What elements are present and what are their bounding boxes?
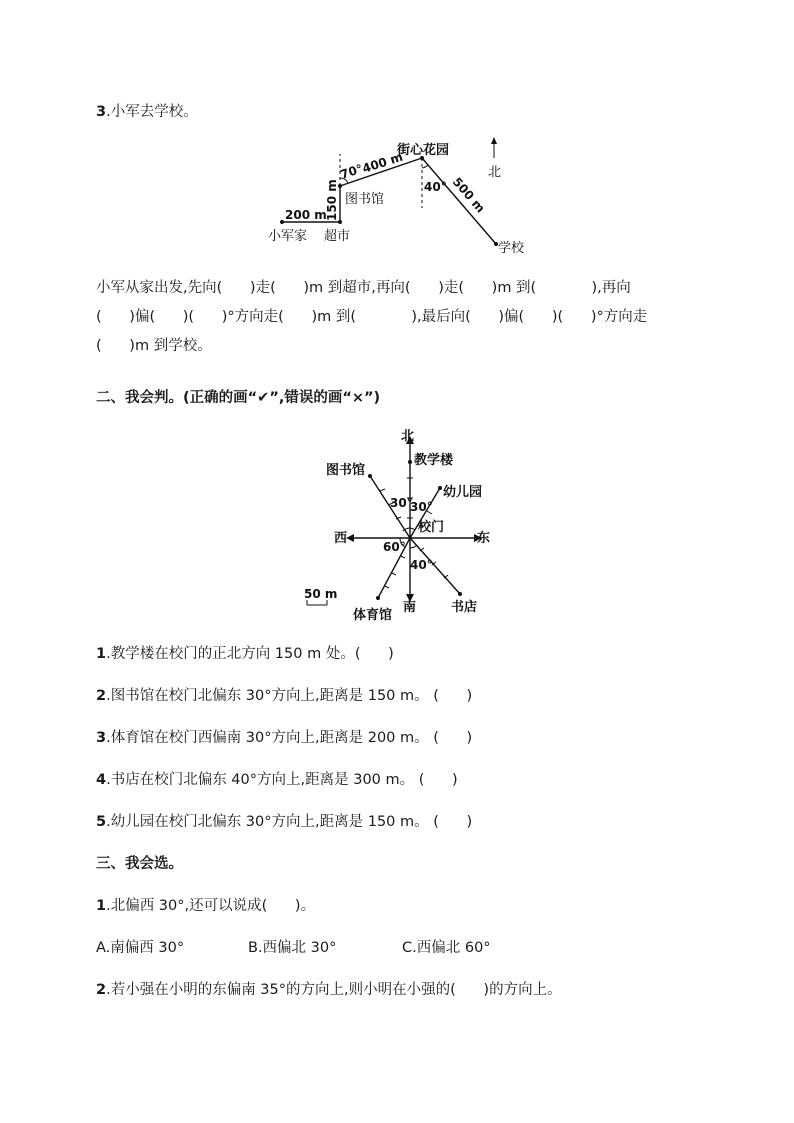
q3-fill-line-2: ( )偏( )( )°方向走( )m 到( ),最后向( )偏( )( )°方向走 xyxy=(96,309,648,325)
compass-north-label: 北 xyxy=(401,429,415,444)
compass-angle-60: 60° xyxy=(383,540,406,554)
choice-item-2: 2.若小强在小明的东偏南 35°的方向上,则小明在小强的( )的方向上。 xyxy=(96,982,562,998)
route-angle-70: 70° xyxy=(338,161,365,182)
route-supermarket-label: 超市 xyxy=(324,229,351,244)
q3-title: 3.小军去学校。 xyxy=(96,104,198,120)
route-north-label: 北 xyxy=(488,165,502,180)
compass-east-label: 东 xyxy=(477,531,491,546)
route-home-label: 小军家 xyxy=(268,229,308,244)
compass-library-label: 图书馆 xyxy=(326,463,366,478)
judge-item-4: 4.书店在校门北偏东 40°方向上,距离是 300 m。 ( ) xyxy=(96,772,458,788)
compass-scale-label: 50 m xyxy=(304,587,338,601)
compass-teaching-label: 教学楼 xyxy=(414,453,454,468)
section-2-title: 二、我会判。(正确的画“✔”,错误的画“×”) xyxy=(96,390,381,406)
compass-angle-40: 40° xyxy=(410,558,433,572)
compass-gym-label: 体育馆 xyxy=(353,608,393,623)
choice-item-1: 1.北偏西 30°,还可以说成( )。 xyxy=(96,898,316,914)
route-dist-150: 150 m xyxy=(325,179,339,221)
route-map xyxy=(0,132,794,272)
judge-item-1: 1.教学楼在校门的正北方向 150 m 处。( ) xyxy=(96,646,394,662)
route-library-label: 图书馆 xyxy=(345,192,385,207)
compass-west-label: 西 xyxy=(334,531,348,546)
route-garden-label: 街心花园 xyxy=(397,143,450,158)
compass-bookstore-label: 书店 xyxy=(451,600,478,615)
compass-kindergarten-label: 幼儿园 xyxy=(443,485,483,500)
judge-item-2: 2.图书馆在校门北偏东 30°方向上,距离是 150 m。 ( ) xyxy=(96,688,473,704)
compass-angle-30-right: 30° xyxy=(410,500,433,514)
route-dist-500: 500 m xyxy=(449,174,488,216)
route-dist-200: 200 m xyxy=(285,208,327,222)
q3-fill-line-1: 小军从家出发,先向( )走( )m 到超市,再向( )走( )m 到( ),再向 xyxy=(96,280,631,296)
compass-south-label: 南 xyxy=(403,600,417,615)
route-dist-400: 400 m xyxy=(360,149,405,176)
choice-1-option-b: B.西偏北 30° xyxy=(248,940,337,956)
section-3-title: 三、我会选。 xyxy=(96,856,183,872)
compass-map xyxy=(0,428,794,628)
q3-fill-line-3: ( )m 到学校。 xyxy=(96,338,212,354)
compass-angle-30-left: 30° xyxy=(390,496,413,510)
route-angle-40: 40° xyxy=(424,180,447,194)
choice-1-option-c: C.西偏北 60° xyxy=(402,940,491,956)
check-mark-icon: ✔ xyxy=(257,390,270,406)
choice-1-option-a: A.南偏西 30° xyxy=(96,940,185,956)
compass-gate-label: 校门 xyxy=(418,520,445,535)
judge-item-5: 5.幼儿园在校门北偏东 30°方向上,距离是 150 m。 ( ) xyxy=(96,814,473,830)
judge-item-3: 3.体育馆在校门西偏南 30°方向上,距离是 200 m。 ( ) xyxy=(96,730,473,746)
route-school-label: 学校 xyxy=(498,241,525,256)
